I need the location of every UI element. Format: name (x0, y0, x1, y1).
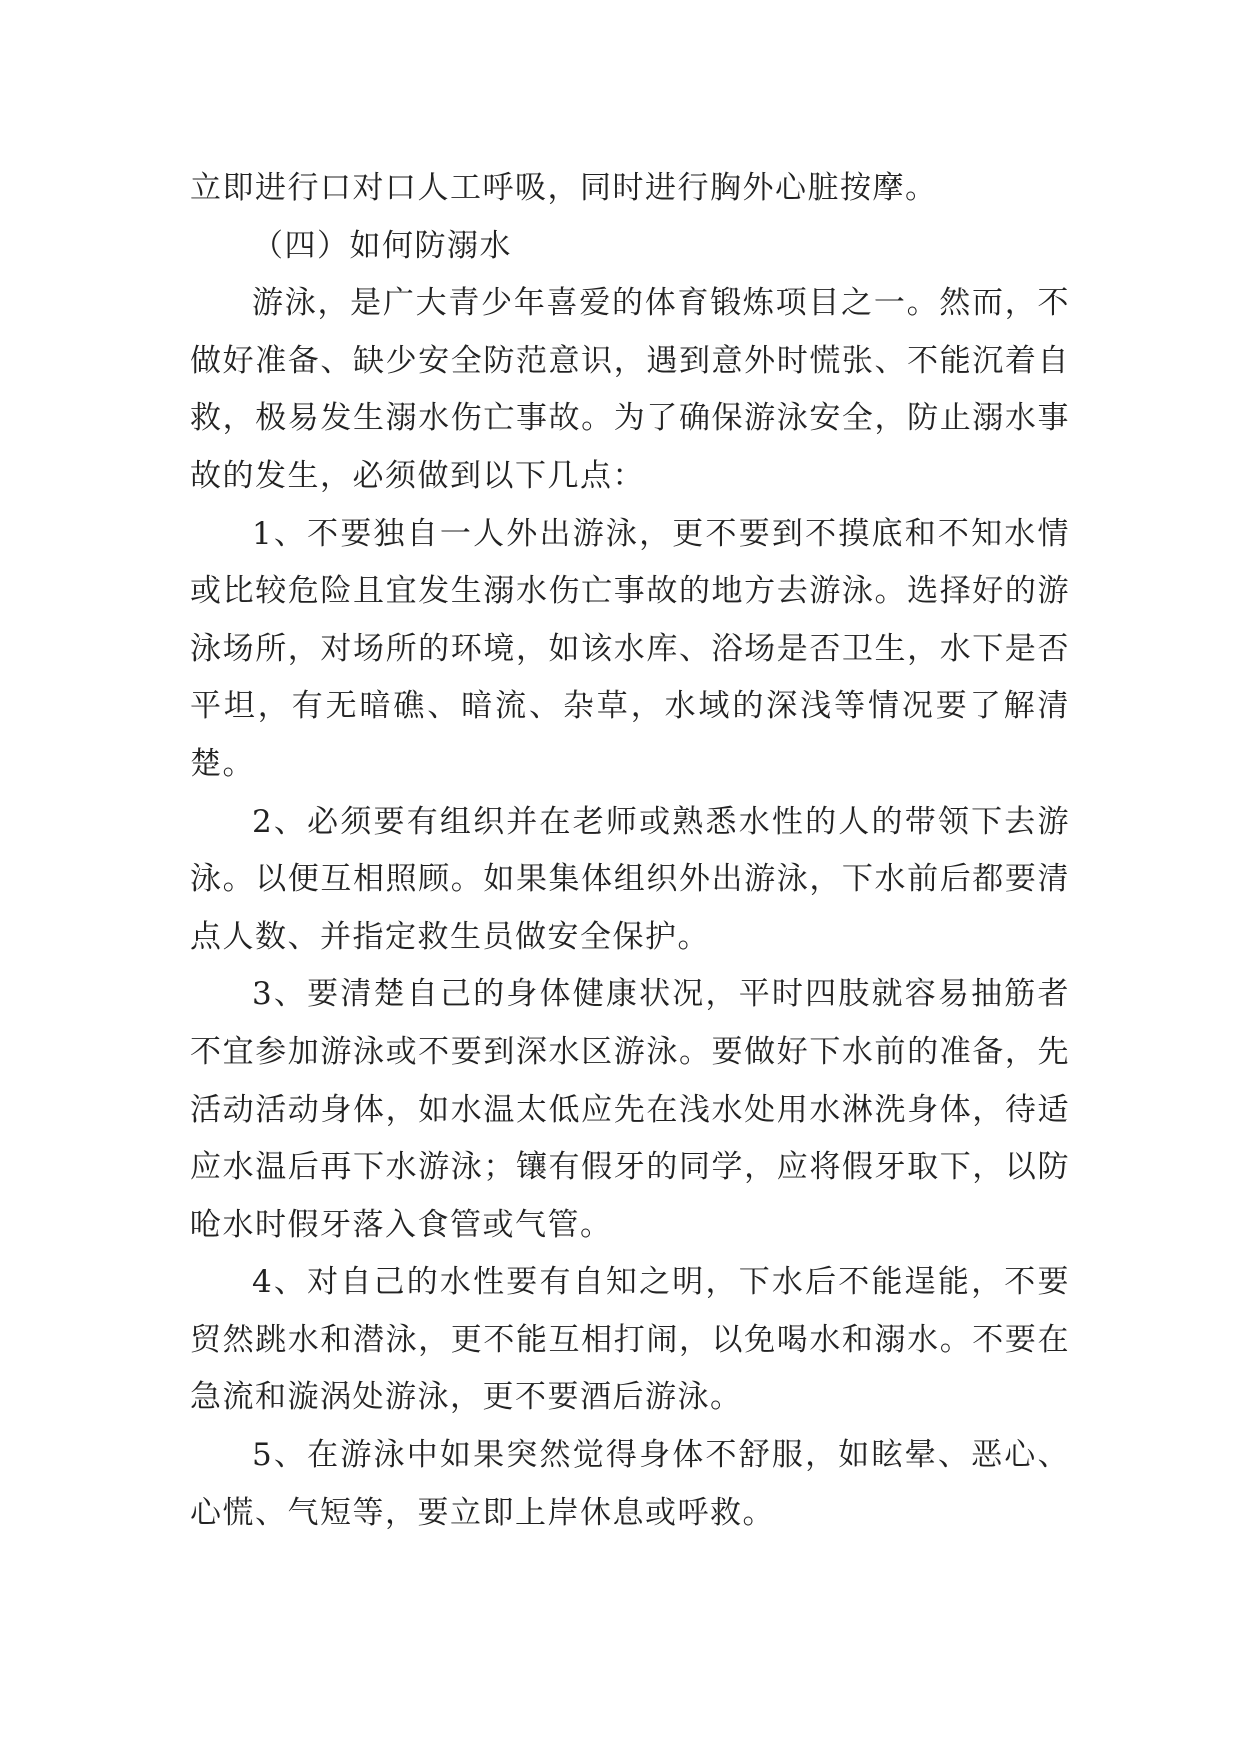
section-heading: （四）如何防溺水 (252, 227, 512, 264)
paragraph-point-2: 2、必须要有组织并在老师或熟悉水性的人的带领下去游泳。以便互相照顾。如果集体组织外出游泳，下水前后都要清点人数、并指定救生员做安全保护。 (190, 803, 1070, 955)
paragraph-point-5: 5、在游泳中如果突然觉得身体不舒服，如眩晕、恶心、心慌、气短等，要立即上岸休息或呼救。 (190, 1437, 1070, 1531)
paragraph-point-1: 1、不要独自一人外出游泳，更不要到不摸底和不知水情或比较危险且宜发生溺水伤亡事故的地方去游泳。选择好的游泳场所，对场所的环境，如该水库、浴场是否卫生，水下是否平坦，有无暗礁、暗流、杂草，水域的深浅等情况要了解清楚。 (190, 515, 1070, 782)
paragraph-continuation: 立即进行口对口人工呼吸，同时进行胸外心脏按摩。 (190, 170, 938, 206)
document-body (190, 160, 1070, 1542)
paragraph-point-4: 4、对自己的水性要有自知之明，下水后不能逞能，不要贸然跳水和潜泳，更不能互相打闹，以免喝水和溺水。不要在急流和漩涡处游泳，更不要酒后游泳。 (190, 1264, 1070, 1416)
paragraph-intro: 游泳，是广大青少年喜爱的体育锻炼项目之一。然而，不做好准备、缺少安全防范意识，遇到意外时慌张、不能沉着自救，极易发生溺水伤亡事故。为了确保游泳安全，防止溺水事故的发生，必须做到以下几点： (190, 285, 1070, 494)
paragraph-point-3: 3、要清楚自己的身体健康状况，平时四肢就容易抽筋者不宜参加游泳或不要到深水区游泳。要做好下水前的准备，先活动活动身体，如水温太低应先在浅水处用水淋洗身体，待适应水温后再下水游泳；镶有假牙的同学，应将假牙取下，以防呛水时假牙落入食管或气管。 (190, 976, 1070, 1243)
